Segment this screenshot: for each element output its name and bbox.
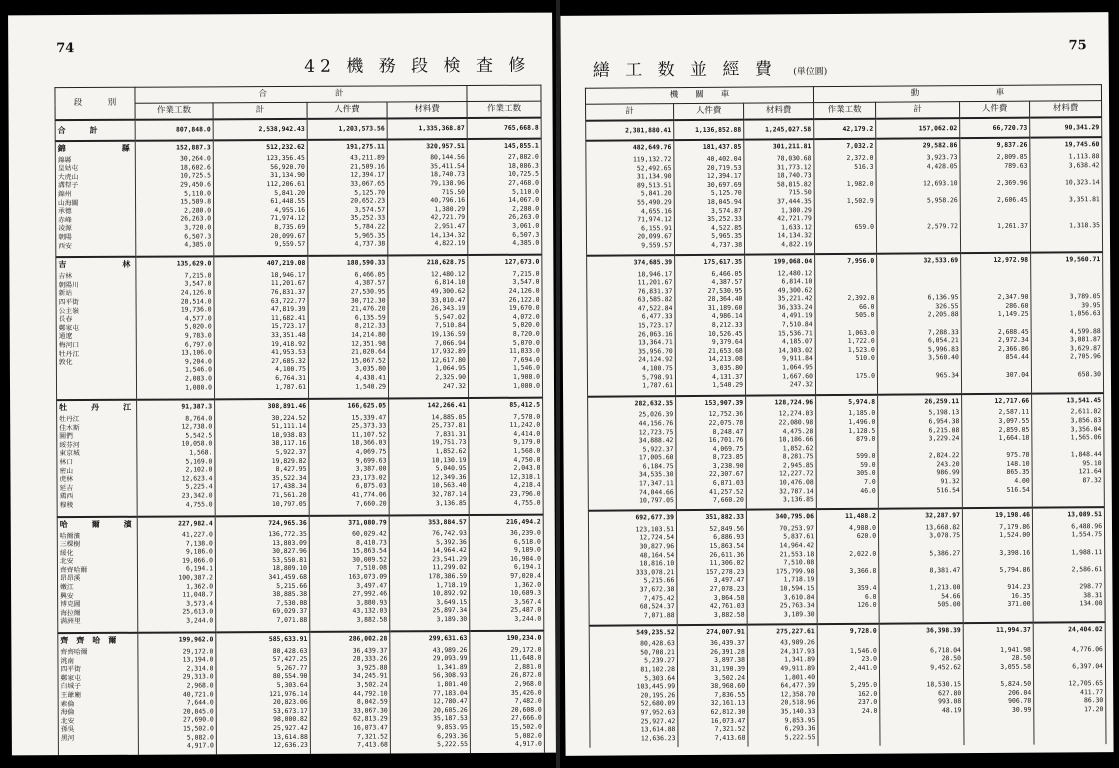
value-cell — [588, 396, 677, 511]
group-name: 吉 林 — [58, 258, 139, 270]
segment-cell — [55, 140, 136, 257]
book-gutter — [556, 0, 560, 768]
station-values: 80,144.56 35,411.54 18,740.73 79,138.96 715.50 40,796.16 1,380.29 42,721.79 2,951.47 14,134.32 4,822.19 — [430, 153, 466, 248]
station-name: 梅河口 — [58, 341, 80, 350]
station-values: 123,356.45 56,920.70 31,134.90 112,206.61 5,841.20 61,448.55 4,955.16 71,974.12 8,735.69 20,099.67 9,559.57 — [266, 154, 306, 249]
station-name: 錦縣 — [57, 155, 72, 164]
station-name: 新站 — [58, 289, 73, 298]
group-subtotal: 274,007.91 — [706, 627, 745, 636]
station-values: 76,742.93 5,392.36 14,964.42 23,541.29 11,299.02 178,386.59 1,718.19 10,892.92 3,649.15 25,897.34 3,189.30 — [428, 529, 468, 624]
value-cell — [216, 632, 311, 756]
station-name: 虎林 — [59, 475, 74, 484]
station-name: 凌源 — [58, 224, 72, 233]
group-subtotal: 585,633.91 — [268, 634, 308, 644]
station-name: 鄭家屯 — [60, 673, 81, 682]
station-values: 40,402.04 20,719.53 12,394.17 30,697.69 5,125.70 18,045.94 3,574.87 35,252.33 4,522.85 5,965.35 4,737.38 — [706, 154, 743, 249]
group-subtotal: 374,685.39 — [633, 258, 673, 267]
station-name: 索倫 — [60, 699, 75, 708]
value-cell — [747, 624, 818, 747]
station-values: 36,439.37 26,391.28 3,897.38 31,190.39 3,502.24 38,968.60 7,836.55 32,161.13 62,812.30 16,073.47 7,321.52 7,413.68 — [710, 638, 746, 742]
station-name: 黑河 — [60, 734, 75, 743]
group-row — [588, 393, 1105, 511]
station-name: 鄭家屯 — [58, 323, 80, 332]
value-cell — [1031, 252, 1104, 393]
station-name: 東京城 — [59, 449, 80, 458]
station-values: 4,776.06 6,397.04 12,705.65 411.77 86.30 17.20 — [1068, 636, 1104, 714]
group-subtotal: 19,560.71 — [1065, 255, 1101, 264]
group-subtotal: 19,198.46 — [995, 510, 1030, 520]
value-cell — [309, 515, 390, 632]
header-total: 計 — [586, 104, 674, 121]
station-name: 洮南 — [60, 656, 75, 665]
value-cell — [388, 255, 469, 398]
header-material: 材料費 — [387, 102, 467, 119]
total-cell: 66,720.73 — [960, 118, 1030, 139]
header-labor: 人件費 — [307, 102, 387, 119]
value-cell — [308, 256, 389, 399]
value-cell — [310, 631, 391, 755]
station-values: 15,339.47 25,373.33 11,107.52 18,366.03 4,069.75 9,699.63 3,387.00 23,173.02 6,875.03 41,774.06 7,660.20 — [351, 413, 387, 508]
value-cell — [817, 623, 880, 746]
group-subtotal: 142,266.41 — [427, 401, 467, 410]
right-table — [585, 84, 1107, 748]
station-values: 1,185.0 1,496.0 1,128.5 879.0 599.0 59.0 305.0 7.0 46.0 — [848, 409, 876, 495]
station-values: 2,587.11 3,097.55 2,859.05 1,664.18 975.78 148.10 865.35 4.00 516.54 — [998, 407, 1030, 494]
group-subtotal: 12,972.98 — [993, 255, 1029, 264]
total-cell: 1,136,852.88 — [674, 120, 744, 141]
group-subtotal: 85,412.5 — [509, 400, 541, 409]
value-cell — [138, 632, 217, 755]
station-values: 6,466.05 4,387.57 27,530.95 30,712.30 21,476.20 6,135.59 8,212.33 14,214.80 12,351.98 21,020.64 15,067.52 3,035.80 4,438.41 1,540.29 — [350, 270, 387, 391]
station-values: 36,439.37 28,333.26 3,925.88 34,245.91 3,502.24 44,792.10 8,042.59 33,067.30 62,813.29 16,073.47 7,321.52 7,413.68 — [352, 646, 388, 749]
group-subtotal: 692,677.39 — [635, 513, 674, 522]
station-name: 錦州 — [57, 190, 72, 199]
value-cell — [962, 393, 1033, 508]
group-row — [587, 252, 1104, 396]
station-values: 6,488.96 1,554.75 1,988.11 2,586.61 298.77 38.31 134.00 — [1071, 521, 1103, 608]
group-subtotal: 407,219.08 — [266, 259, 306, 268]
group-subtotal: 135,629.0 — [176, 259, 212, 268]
station-name: 哈爾濱 — [59, 531, 81, 540]
value-cell — [816, 394, 879, 509]
page-title-left: 42 機 務 段 検 査 修 — [304, 55, 531, 77]
station-name: 通遼 — [58, 332, 73, 341]
station-values: 14,885.05 25,737.81 7,831.31 19,751.73 1,852.62 10,130.19 5,040.95 12,349.36 10,563.40 32,787.14 3,136.85 — [431, 412, 467, 507]
station-name: 博克圖 — [60, 600, 81, 609]
station-name: 綏化 — [59, 548, 74, 557]
value-cell — [745, 254, 816, 395]
station-name: 朝陽川 — [58, 280, 79, 289]
value-cell — [962, 508, 1033, 623]
station-name: 北安 — [60, 716, 75, 725]
group-subtotal: 13,541.45 — [1066, 395, 1102, 405]
group-name: 錦 縣 — [57, 142, 138, 153]
group-subtotal: 152,887.3 — [176, 143, 211, 152]
right-page — [560, 12, 1113, 756]
station-name: 承德 — [58, 207, 72, 216]
value-cell — [468, 255, 543, 398]
group-subtotal: 299,631.63 — [428, 634, 468, 643]
total-row — [55, 118, 541, 141]
station-values: 30,224.52 51,111.14 18,938.83 38,117.16 5,922.37 19,829.82 8,427.95 35,522.34 17,438.34 71,561.20 10,797.05 — [271, 413, 307, 508]
total-cell: 42,179.2 — [814, 119, 876, 140]
value-cell — [676, 395, 747, 510]
group-subtotal: 282,632.35 — [634, 398, 674, 408]
group-subtotal: 13,089.51 — [1067, 510, 1102, 519]
group-subtotal: 9,728.0 — [849, 626, 877, 635]
left-table — [54, 85, 545, 756]
group-subtotal: 128,724.96 — [774, 397, 814, 407]
station-name: 興安 — [60, 591, 74, 600]
value-cell — [1032, 507, 1105, 622]
group-subtotal: 218,628.75 — [426, 258, 466, 267]
station-values: 12,274.03 22,080.98 4,475.28 18,186.66 1,852.62 8,281.75 2,945.85 12,227.72 10,476.08 32,787.14 3,136.85 — [778, 409, 814, 504]
group-subtotal: 29,582.86 — [922, 141, 958, 150]
station-values: 43,211.89 21,509.16 12,394.17 33,067.65 5,125.70 20,652.23 3,574.57 35,252.33 5,784.22 5,965.35 4,737.38 — [350, 153, 386, 248]
value-cell — [136, 257, 215, 400]
group-name: 牡 丹 江 — [59, 401, 140, 413]
value-cell — [215, 515, 310, 632]
left-page — [8, 13, 556, 756]
station-name: 海倫 — [60, 708, 75, 717]
station-values: 13,668.82 3,078.75 5,386.27 8,381.47 1,213.00 54.66 505.00 — [925, 522, 961, 609]
group-subtotal: 191,275.11 — [346, 142, 385, 151]
value-cell — [469, 514, 544, 631]
station-values: 29,172.0 13,194.0 2,314.0 29,313.0 2,968.0 40,721.0 7,644.0 20,845.0 27,690.0 15,502.0 5,082.0 4,917.0 — [182, 646, 214, 750]
station-name: 密山 — [59, 466, 74, 475]
station-values: 2,392.0 66.0 505.0 1,063.0 1,722.0 1,523.0 510.0 175.0 — [847, 268, 875, 380]
value-cell — [814, 139, 877, 254]
station-values: 29,172.0 11,648.0 2,881.0 26,872.0 2,968.0 35,426.0 7,482.0 20,608.0 27,666.0 15,502.0 5,082.0 4,917.0 — [510, 645, 542, 748]
station-name: 牡丹江 — [59, 415, 80, 424]
value-cell — [309, 398, 390, 515]
header-labor: 人件費 — [674, 103, 744, 120]
station-values: 7,578.0 11,242.0 4,414.0 9,179.0 1,568.0 4,750.0 2,043.0 12,318.1 4,218.4 23,796.0 4,755.0 — [509, 412, 541, 507]
group-subtotal: 166,625.05 — [347, 401, 387, 410]
station-values: 12,752.36 22,075.78 8,248.47 16,701.76 4,069.75 8,723.85 3,238.90 22,307.67 6,871.03 41,257.52 7,660.20 — [708, 409, 744, 505]
value-cell — [674, 140, 745, 255]
station-values: 2,611.02 3,856.83 3,356.04 1,565.06 1,848.44 95.10 121.64 87.32 — [1070, 407, 1102, 485]
station-values: 1,113.88 3,638.42 10,323.14 3,351.81 1,318.35 — [1064, 152, 1100, 230]
value-cell — [389, 515, 470, 632]
value-cell — [746, 395, 817, 510]
group-subtotal: 275,227.61 — [776, 626, 815, 636]
station-values: 4,988.0 620.0 2,022.0 3,366.8 359.4 6.0 126.0 — [849, 523, 877, 610]
group-subtotal: 5,974.8 — [848, 397, 876, 406]
page-number-right: 75 — [1068, 38, 1087, 54]
station-name: 牡丹江 — [58, 349, 80, 358]
group-subtotal: 320,957.51 — [426, 141, 465, 150]
left-groups — [55, 138, 544, 755]
station-values: 6,466.05 4,387.57 27,530.95 28,364.40 31,189.60 4,986.14 8,212.33 10,526.45 9,379.64 21,653.68 14,213.08 3,035.80 4,131.37 1,540.29 — [707, 269, 744, 390]
value-cell — [390, 631, 471, 755]
station-values: 123,103.51 12,724.54 30,827.96 48,164.54 18,816.10 333,078.21 5,215.66 37,672.38 7,475.42 68,524.37 7,071.88 — [635, 524, 675, 620]
group-subtotal: 724,965.36 — [268, 518, 307, 527]
value-cell — [746, 509, 817, 624]
station-name: 西安 — [58, 241, 72, 250]
station-name: 長春 — [58, 315, 73, 324]
group-subtotal: 199,068.04 — [773, 257, 813, 266]
value-cell — [137, 516, 216, 633]
segment-cell — [57, 400, 138, 517]
group-subtotal: 12,717.66 — [994, 396, 1030, 405]
header-labor-2: 人件費 — [960, 101, 1030, 118]
page-title-right — [593, 54, 828, 81]
station-name: 延吉 — [59, 483, 74, 492]
value-cell — [389, 398, 470, 515]
station-values: 5,198.13 6,954.38 6,215.08 3,229.24 2,824.22 243.20 986.99 91.32 516.54 — [928, 408, 960, 494]
header-material-2: 材料費 — [1030, 101, 1102, 118]
station-values: 8,764.0 12,738.0 5,542.5 10,058.0 1,568. 5,169.0 2,102.0 12,623.4 5,225.4 23,342.0 4,755.0 — [181, 413, 213, 509]
value-cell — [587, 255, 676, 396]
station-name: 圖們 — [59, 432, 73, 441]
right-groups — [586, 138, 1106, 748]
group-row — [586, 138, 1103, 256]
station-values: 18,946.17 11,201.67 76,831.37 63,722.77 47,819.39 11,682.41 15,723.17 33,351.48 19,418.92 41,953.53 27,685.32 4,100.75 6,764.31 1,787.61 — [270, 270, 307, 391]
group-subtotal: 188,590.33 — [346, 258, 386, 267]
header-work-count: 作業工数 — [135, 103, 213, 120]
title-text: 繕 工 数 並 經 費 — [592, 59, 777, 81]
station-name: 白城子 — [60, 682, 81, 691]
value-cell — [677, 624, 748, 747]
station-name: 齊齊哈爾 — [60, 648, 88, 657]
value-cell — [878, 508, 963, 623]
group-subtotal: 36,398.39 — [926, 625, 961, 635]
total-cell: 2,381,880.41 — [586, 120, 674, 141]
value-cell — [963, 622, 1034, 745]
segment-cell — [57, 516, 138, 633]
group-subtotal: 32,287.97 — [925, 511, 960, 520]
group-name: 哈 爾 濱 — [59, 518, 140, 529]
group-subtotal: 351,882.33 — [705, 512, 744, 522]
value-cell — [589, 625, 678, 748]
station-name: 满洲里 — [60, 617, 81, 626]
station-values: 41,227.0 7,138.0 9,186.0 19,066.0 6,194.1 100,387.2 1,362.0 11,048.7 3,573.4 25,613.0 3,244.0 — [178, 530, 214, 625]
header-work-count: 作業工数 — [814, 102, 876, 119]
station-name: 孫吳 — [60, 725, 75, 734]
station-name: 赤峰 — [58, 215, 72, 225]
value-cell — [387, 139, 468, 256]
page-number-left: 74 — [56, 41, 75, 57]
header-total-2: 計 — [876, 102, 960, 119]
group-subtotal: 549,235.52 — [636, 627, 675, 637]
station-name: 公主嶺 — [58, 306, 80, 315]
value-cell — [588, 510, 677, 625]
value-cell — [876, 139, 961, 254]
station-name: 吉林 — [58, 272, 73, 281]
group-subtotal: 190,234.0 — [506, 633, 542, 642]
header-total: 計 — [213, 102, 307, 119]
group-row — [58, 631, 545, 756]
station-values: 6,718.04 28.50 9,452.62 18,530.15 627.80 993.08 48.19 — [926, 637, 962, 715]
segment-cell — [58, 633, 139, 756]
group-subtotal: 216,494.2 — [506, 517, 541, 526]
value-cell — [307, 139, 388, 256]
total-cell: 1,335,368.87 — [387, 118, 467, 139]
station-values: 3,923.73 4,428.05 12,693.10 5,958.26 2,579.72 — [922, 153, 958, 231]
station-values: 7,215.0 3,547.0 24,126.0 26,122.0 19,670.0 4,072.0 5,020.0 8,720.0 5,070.0 11,833.0 7,694.0 1,546.0 1,908.0 1,080.0 — [508, 269, 541, 390]
group-row — [588, 507, 1105, 625]
group-subtotal: 227,982.4 — [178, 518, 213, 528]
value-cell — [470, 631, 545, 755]
value-cell — [675, 255, 746, 396]
station-values: 136,772.35 13,803.09 30,827.96 53,550.81 18,809.10 341,459.68 5,215.66 38,885.38 7,530.08 69,029.37 7,071.88 — [268, 529, 308, 625]
station-name: 敦化 — [58, 358, 73, 367]
value-cell — [1030, 138, 1103, 253]
header-total-group: 合 計 — [135, 86, 467, 104]
group-subtotal: 91,387.3 — [181, 402, 213, 411]
value-cell — [816, 509, 879, 624]
group-subtotal: 11,488.2 — [845, 511, 876, 521]
station-name: 大虎山 — [57, 172, 79, 182]
value-cell — [214, 256, 309, 399]
group-row — [589, 622, 1106, 748]
value-cell — [878, 394, 963, 509]
group-subtotal: 24,404.02 — [1068, 624, 1103, 634]
station-name: 四平街 — [58, 298, 79, 307]
group-subtotal: 181,437.85 — [702, 143, 742, 152]
station-values: 80,428.63 57,427.25 5,267.77 80,554.90 5,303.64 121,976.14 20,823.06 53,673.17 98,000.82 25,927.42 13,614.88 12,636.23 — [269, 646, 308, 750]
header-kiko-cont — [467, 85, 541, 101]
station-name: 三棵樹 — [59, 540, 81, 549]
station-values: 80,428.63 50,708.21 5,239.27 81,102.28 5,303.64 103,445.99 20,195.26 52,680.09 97,952.63 25,927.42 13,614.88 12,636.23 — [636, 639, 676, 743]
station-name: 海拉爾 — [60, 608, 81, 618]
group-subtotal: 512,232.62 — [266, 142, 305, 151]
group-subtotal: 19,745.60 — [1064, 140, 1100, 149]
group-row — [55, 138, 542, 257]
value-cell — [1032, 393, 1105, 508]
total-cell: 807,848.0 — [135, 119, 213, 140]
segment-cell — [56, 257, 137, 400]
station-values: 2,347.90 286.60 1,149.25 2,688.45 2,972.34 2,366.86 854.44 307.04 — [997, 267, 1029, 379]
station-name: 山海關 — [58, 198, 79, 207]
station-values: 52,849.56 6,886.93 15,863.54 26,611.36 11,306.02 157,278.23 3,497.47 27,078.23 3,864.58 42,761.03 3,882.58 — [705, 524, 745, 619]
group-subtotal: 308,891.46 — [267, 401, 307, 411]
header-work-count-2: 作業工数 — [467, 101, 541, 118]
group-subtotal: 353,884.57 — [428, 517, 467, 526]
group-subtotal: 11,994.37 — [996, 625, 1031, 634]
total-cell: 157,062.02 — [876, 118, 960, 139]
group-subtotal: 7,032.2 — [846, 142, 874, 151]
group-subtotal: 153,907.39 — [704, 398, 744, 407]
station-name: 齊齊哈爾 — [59, 565, 88, 575]
station-values: 30,264.0 18,602.6 10,725.5 29,450.6 5,110.0 15,589.8 2,280.0 26,263.0 3,720.0 6,507.3 4,385.0 — [180, 154, 212, 249]
station-name: 北安 — [59, 557, 74, 566]
group-subtotal: 9,837.26 — [996, 141, 1028, 150]
station-name: 昂昂溪 — [59, 574, 81, 583]
station-values: 6,136.95 326.55 2,205.88 7,288.33 6,054.21 5,996.83 3,560.40 965.34 — [927, 267, 959, 379]
value-cell — [137, 399, 216, 516]
group-subtotal: 175,617.35 — [703, 257, 743, 266]
station-values: 12,480.12 6,814.10 49,300.62 33,010.47 26,343.19 5,547.02 7,510.84 19,136.59 7,066.94 17,932.89 12,617.80 1,064.95 2,325.90 247.32 — [430, 269, 467, 390]
station-name: 溝幇子 — [57, 181, 79, 190]
group-subtotal: 340,795.06 — [775, 512, 814, 521]
station-values: 27,882.0 18,086.3 10,725.5 27,468.0 5,110.0 14,067.0 2,280.0 26,263.0 3,061.0 6,507.3 4,385.0 — [508, 152, 540, 248]
value-cell — [815, 254, 878, 395]
value-cell — [961, 253, 1032, 394]
value-cell — [469, 398, 544, 515]
total-cell: 1,245,027.58 — [744, 119, 814, 140]
group-subtotal: 301,211.81 — [772, 142, 812, 151]
station-name: 佳木斯 — [59, 423, 80, 432]
group-subtotal: 371,080.79 — [348, 517, 387, 527]
station-values: 119,132.72 52,492.65 31,134.90 89,513.51 5,841.20 55,490.29 4,655.16 71,974.12 6,155.91 20,099.67 9,559.57 — [632, 155, 673, 250]
value-cell — [215, 399, 310, 516]
station-values: 3,789.05 39.95 1,056.63 4,599.88 3,081.87 3,629.87 2,705.96 658.30 — [1069, 266, 1101, 378]
group-name: 齊齊哈爾 — [60, 634, 125, 646]
station-name: 嫩江 — [60, 583, 74, 592]
group-subtotal: 26,259.11 — [924, 396, 960, 406]
station-values: 1,546.0 23.0 2,441.0 5,295.0 162.0 237.0 24.0 — [849, 638, 878, 715]
value-cell — [879, 623, 964, 746]
value-cell — [877, 253, 962, 394]
group-row — [57, 398, 544, 517]
station-values: 70,253.97 5,837.61 14,964.42 21,553.18 7,510.08 175,799.98 1,718.19 10,594.15 3,610.84 25,763.34 3,189.30 — [775, 523, 815, 619]
station-name: 朝陽 — [58, 233, 72, 242]
total-label: 合 計 — [55, 120, 135, 141]
value-cell — [960, 138, 1031, 253]
group-subtotal: 199,962.0 — [178, 635, 214, 644]
value-cell — [676, 510, 747, 625]
station-values: 1,941.98 28.50 3,055.58 5,824.50 206.04 906.78 30.99 — [1000, 636, 1032, 714]
group-row — [57, 514, 544, 633]
station-name: 皇姑屯 — [57, 164, 79, 173]
group-subtotal: 32,533.69 — [923, 256, 959, 265]
station-values: 43,989.26 24,317.93 1,341.89 49,911.89 1,801.40 64,477.39 12,358.70 20,518.96 35,140.33 9,853.95 6,293.36 5,222.55 — [780, 638, 816, 742]
total-cell: 2,538,942.43 — [213, 119, 307, 140]
value-cell — [1033, 622, 1106, 745]
unit-label: (単位圓) — [793, 67, 828, 78]
station-values: 36,239.0 6,518.0 9,189.0 16,984.0 6,194.1 97,020.4 1,362.0 10,689.3 3,567.4 25,487.0 3,244.0 — [509, 528, 542, 623]
station-name: 鶏西 — [59, 492, 74, 501]
station-values: 60,029.42 8,410.73 15,863.54 30,009.52 7,510.08 163,073.09 3,497.47 27,992.46 3,880.93 43,132.03 3,882.58 — [348, 529, 388, 624]
station-name: 綏芬河 — [59, 440, 80, 449]
station-values: 2,372.0 516.3 1,982.0 1,502.9 659.0 — [846, 153, 874, 231]
station-values: 7,179.86 1,524.00 3,398.16 5,794.86 914.23 16.35 371.00 — [999, 522, 1031, 608]
station-name: 林口 — [59, 458, 74, 467]
group-subtotal: 127,673.0 — [504, 257, 540, 267]
station-values: 43,989.26 29,093.99 1,341.89 56,308.93 1,801.40 77,183.04 12,780.47 20,605.26 35,187.53 9,853.95 6,293.36 5,222.55 — [432, 645, 468, 749]
station-values: 2,809.85 789.63 2,369.96 2,606.45 1,261.37 — [996, 152, 1028, 230]
value-cell — [586, 141, 675, 256]
total-cell: 1,203,573.56 — [307, 118, 387, 139]
station-name: 穆稜 — [59, 501, 74, 510]
header-kiko: 機 關 車 — [585, 87, 813, 105]
station-name: 四平街 — [60, 665, 81, 674]
station-values: 18,946.17 11,201.67 76,831.37 63,585.82 47,522.84 6,477.33 15,723.17 26,063.16 13,364.71 35,956.70 24,124.92 4,100.75 5,798.91 1,787.61 — [637, 269, 674, 390]
header-segment: 段 別 — [55, 87, 135, 120]
station-values: 7,215.0 3,547.0 24,126.0 28,514.0 19,736.0 4,577.0 5,020.0 9,783.0 6,797.0 13,106.0 9,204.0 1,546.0 2,083.0 1,080.0 — [180, 271, 213, 392]
header-doryoku: 動 車 — [813, 85, 1101, 103]
group-row — [56, 255, 543, 400]
group-subtotal: 145,855.1 — [504, 141, 539, 150]
station-values: 12,480.12 6,814.10 49,300.62 35,221.42 36,333.24 4,491.19 7,510.84 15,536.71 4,185.07 14,303.02 9,911.84 1,064.95 1,667.60 247.32 — [777, 268, 814, 389]
station-values: 78,030.68 31,773.12 18,740.73 58,815.82 715.50 37,444.35 1,380.29 42,721.79 1,633.12 14,134.32 4,822.19 — [776, 154, 813, 249]
header-material: 材料費 — [744, 103, 814, 120]
value-cell — [135, 140, 214, 257]
value-cell — [467, 138, 542, 255]
station-values: 25,026.39 44,156.76 12,723.75 34,888.42 5,922.37 17,005.60 6,184.75 34,535.30 17,347.11 74,044.66 10,797.05 — [638, 410, 674, 505]
group-subtotal: 7,956.0 — [847, 256, 875, 265]
total-cell: 765,668.8 — [467, 118, 541, 139]
group-subtotal: 286,002.28 — [348, 634, 388, 643]
group-subtotal: 482,649.76 — [632, 143, 672, 152]
station-name: 王爺廟 — [60, 691, 82, 700]
total-cell: 90,341.29 — [1030, 117, 1102, 138]
value-cell — [744, 140, 815, 255]
value-cell — [213, 140, 308, 257]
